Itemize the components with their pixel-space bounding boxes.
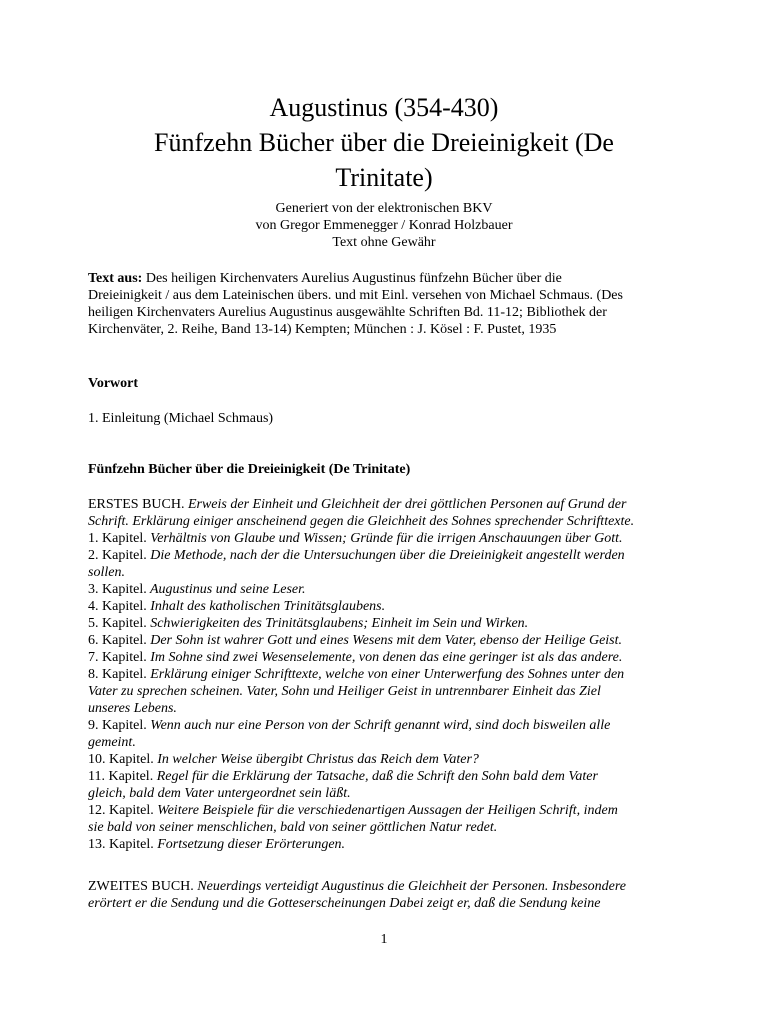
- toc-chapter-4[interactable]: 4. Kapitel. Inhalt des katholischen Trinitätsglaubens.: [88, 599, 386, 614]
- generated-note: [0, 200, 768, 251]
- toc-chapter-10[interactable]: 10. Kapitel. In welcher Weise übergibt Christus das Reich dem Vater?: [88, 752, 479, 767]
- book2-description: erörtert er die Sendung und die Gotteserscheinungen Dabei zeigt er, daß die Sendung keine: [88, 896, 601, 911]
- source-text: Des heiligen Kirchenvaters Aurelius Augustinus fünfzehn Bücher über die: [142, 271, 562, 286]
- document-title: [0, 90, 768, 195]
- toc-chapter-2[interactable]: 2. Kapitel. Die Methode, nach der die Untersuchungen über die Dreieinigkeit angestellt werden sollen.: [88, 548, 625, 580]
- section-heading: Fünfzehn Bücher über die Dreieinigkeit (De Trinitate): [88, 462, 411, 477]
- vorwort-heading: Vorwort: [88, 376, 139, 391]
- source-text: heiligen Kirchenvaters Aurelius Augustinus ausgewählte Schriften Bd. 11-12; Bibliothek der: [88, 305, 607, 320]
- book2-section: [88, 878, 678, 912]
- book1-description: Schrift. Erklärung einiger anscheinend gegen die Gleichheit des Sohnes sprechender Schrifttexte.: [88, 514, 635, 529]
- toc-chapter-13[interactable]: 13. Kapitel. Fortsetzung dieser Erörterungen.: [88, 837, 346, 852]
- title-line: Augustinus (354-430): [269, 93, 499, 122]
- title-line: Fünfzehn Bücher über die Dreieinigkeit (De: [154, 128, 614, 157]
- source-text: Dreieinigkeit / aus dem Lateinischen übers. und mit Einl. versehen von Michael Schmaus. (Des: [88, 288, 623, 303]
- toc-chapter-8[interactable]: 8. Kapitel. Erklärung einiger Schrifttexte, welche von einer Unterwerfung des Sohnes unter den Vater zu sprechen scheinen. Vater, Sohn und Heiliger Geist in untrennbarer Einheit das Ziel unseres Lebens.: [88, 667, 625, 716]
- page-number: 1: [380, 932, 388, 947]
- toc-chapter-11[interactable]: 11. Kapitel. Regel für die Erklärung der Tatsache, daß die Schrift den Sohn bald dem Vater gleich, bald dem Vater untergeordnet sein läßt.: [88, 769, 598, 801]
- title-line: Trinitate): [335, 163, 433, 192]
- toc-chapter-12[interactable]: 12. Kapitel. Weitere Beispiele für die verschiedenartigen Aussagen der Heiligen Schrift, indem sie bald von seiner menschlichen, bald von seiner göttlichen Natur redet.: [88, 803, 618, 835]
- book1-title[interactable]: ERSTES BUCH. Erweis der Einheit und Gleichheit der drei göttlichen Personen auf Grund der: [88, 497, 627, 512]
- generated-line: Generiert von der elektronischen BKV: [275, 201, 493, 216]
- toc-chapter-9[interactable]: 9. Kapitel. Wenn auch nur eine Person von der Schrift genannt wird, sind doch bisweilen alle gemeint.: [88, 718, 611, 750]
- toc-chapter-1[interactable]: 1. Kapitel. Verhältnis von Glaube und Wissen; Gründe für die irrigen Anschauungen über Gott.: [88, 531, 623, 546]
- toc-chapter-7[interactable]: 7. Kapitel. Im Sohne sind zwei Wesenselemente, von denen das eine geringer ist als das andere.: [88, 650, 623, 665]
- toc-chapter-6[interactable]: 6. Kapitel. Der Sohn ist wahrer Gott und eines Wesens mit dem Vater, ebenso der Heilige Geist.: [88, 633, 623, 648]
- toc-chapter-5[interactable]: 5. Kapitel. Schwierigkeiten des Trinitätsglaubens; Einheit im Sein und Wirken.: [88, 616, 529, 631]
- book2-title[interactable]: ZWEITES BUCH. Neuerdings verteidigt Augustinus die Gleichheit der Personen. Insbesondere: [88, 879, 627, 894]
- generated-line: von Gregor Emmenegger / Konrad Holzbauer: [255, 218, 513, 233]
- source-label: Text aus:: [88, 271, 143, 286]
- book1-section: [88, 496, 678, 853]
- toc-chapter-3[interactable]: 3. Kapitel. Augustinus und seine Leser.: [88, 582, 306, 597]
- source-text: Kirchenväter, 2. Reihe, Band 13-14) Kempten; München : J. Kösel : F. Pustet, 1935: [88, 322, 557, 337]
- toc-link-einleitung[interactable]: 1. Einleitung (Michael Schmaus): [88, 411, 274, 426]
- generated-line: Text ohne Gewähr: [332, 235, 436, 250]
- source-paragraph: [88, 270, 678, 338]
